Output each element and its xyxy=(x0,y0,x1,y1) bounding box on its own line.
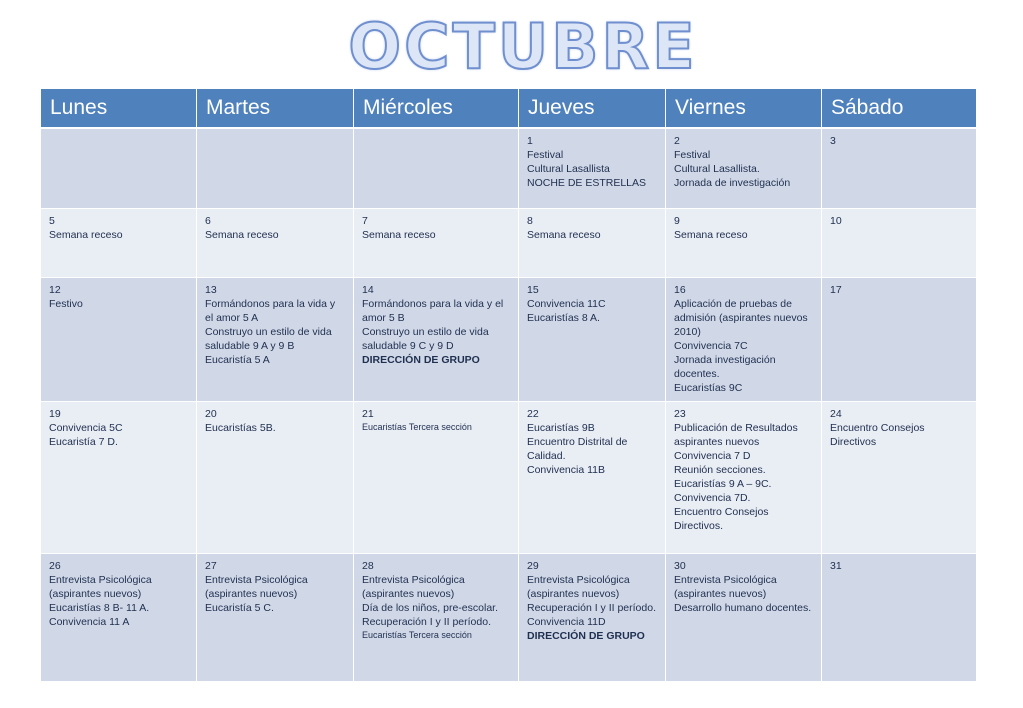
day-number: 2 xyxy=(674,135,680,147)
day-number: 20 xyxy=(205,407,217,420)
day-number: 7 xyxy=(362,214,368,227)
week-row xyxy=(41,208,977,277)
day-cell xyxy=(41,208,197,277)
event-text: Entrevista Psicológica (aspirantes nuevos) xyxy=(674,573,777,600)
day-cell xyxy=(41,128,197,208)
day-cell xyxy=(822,128,977,208)
day-number: 26 xyxy=(49,559,61,572)
day-number: 12 xyxy=(49,283,61,296)
event-text: Encuentro Consejos Directivos. xyxy=(674,505,769,532)
day-cell xyxy=(519,208,666,277)
day-cell xyxy=(354,277,519,401)
event-text: Entrevista Psicológica (aspirantes nuevos) xyxy=(362,573,465,600)
event-text: Eucaristía 5 C. xyxy=(205,601,274,614)
event-text: Reunión secciones. xyxy=(674,463,766,476)
day-cell xyxy=(822,553,977,681)
day-number: 19 xyxy=(49,407,61,420)
event-text: Festival xyxy=(674,149,711,161)
day-cell xyxy=(519,277,666,401)
event-text: Formándonos para la vida y el amor 5 A xyxy=(205,297,336,324)
event-text: Encuentro Consejos Directivos xyxy=(830,421,925,448)
day-cell xyxy=(666,208,822,277)
day-cell xyxy=(354,401,519,553)
day-number: 14 xyxy=(362,283,374,296)
day-number: 16 xyxy=(674,283,686,296)
event-text: Semana receso xyxy=(49,228,123,241)
event-text-small: Eucaristías Tercera sección xyxy=(362,421,472,432)
day-number: 24 xyxy=(830,407,842,420)
event-text: Cultural Lasallista xyxy=(527,163,610,175)
event-text: Entrevista Psicológica (aspirantes nuevos) xyxy=(49,573,152,600)
day-header-viernes: Viernes xyxy=(666,89,822,129)
day-cell xyxy=(197,128,354,208)
event-text: Desarrollo humano docentes. xyxy=(674,601,812,614)
day-cell xyxy=(666,128,822,208)
day-cell xyxy=(41,277,197,401)
day-number: 21 xyxy=(362,407,374,420)
event-text: Jornada investigación docentes. xyxy=(674,353,776,380)
day-header-miercoles: Miércoles xyxy=(354,89,519,129)
event-text: Aplicación de pruebas de admisión (aspirantes nuevos 2010) xyxy=(674,297,808,338)
day-number: 1 xyxy=(527,135,533,147)
day-number: 13 xyxy=(205,283,217,296)
day-header-sabado: Sábado xyxy=(822,89,977,129)
event-text: Entrevista Psicológica (aspirantes nuevos) xyxy=(527,573,630,600)
day-number: 27 xyxy=(205,559,217,572)
event-text: Semana receso xyxy=(527,228,601,241)
event-text: Construyo un estilo de vida saludable 9 A y 9 B xyxy=(205,325,332,352)
event-text: Convivencia 5C xyxy=(49,421,123,434)
day-header-lunes: Lunes xyxy=(41,89,197,129)
event-text: Publicación de Resultados aspirantes nuevos xyxy=(674,421,798,448)
event-text: Convivencia 11B xyxy=(527,463,606,476)
event-text: Eucaristía 7 D. xyxy=(49,435,118,448)
event-text: Eucaristía 5 A xyxy=(205,353,270,366)
event-text: Recuperación I y II período. xyxy=(362,615,491,628)
day-cell xyxy=(41,401,197,553)
event-text: Jornada de investigación xyxy=(674,177,791,189)
day-cell xyxy=(197,208,354,277)
day-number: 23 xyxy=(674,407,686,420)
day-cell xyxy=(822,208,977,277)
day-number: 29 xyxy=(527,559,539,572)
day-number: 9 xyxy=(674,214,680,227)
event-text: Convivencia 11C xyxy=(527,297,606,310)
event-text-small: Eucaristías Tercera sección xyxy=(362,629,472,640)
day-cell xyxy=(41,553,197,681)
day-number: 6 xyxy=(205,214,211,227)
day-number: 30 xyxy=(674,559,686,572)
event-text: Recuperación I y II período. xyxy=(527,601,656,614)
event-text: Eucaristías 8 B- 11 A. xyxy=(49,601,150,614)
event-text: Eucaristías 9 A – 9C. xyxy=(674,477,772,490)
calendar-table xyxy=(40,88,977,682)
day-number: 31 xyxy=(830,559,842,572)
day-cell xyxy=(666,401,822,553)
event-text: Eucaristías 9B xyxy=(527,421,595,434)
day-cell xyxy=(519,553,666,681)
week-row xyxy=(41,401,977,553)
event-text: Encuentro Distrital de Calidad. xyxy=(527,435,628,462)
event-text: Semana receso xyxy=(362,228,436,241)
event-text: Eucaristías 8 A. xyxy=(527,311,600,324)
day-number: 8 xyxy=(527,214,533,227)
day-header-martes: Martes xyxy=(197,89,354,129)
day-cell xyxy=(197,553,354,681)
day-cell xyxy=(197,277,354,401)
day-cell xyxy=(822,277,977,401)
day-cell xyxy=(519,401,666,553)
event-text: Convivencia 11D xyxy=(527,615,606,628)
day-cell xyxy=(666,277,822,401)
title-container xyxy=(0,10,1023,83)
day-header-jueves: Jueves xyxy=(519,89,666,129)
month-title: OCTUBRE xyxy=(348,10,698,83)
day-cell xyxy=(354,208,519,277)
day-cell xyxy=(197,401,354,553)
day-cell xyxy=(354,128,519,208)
event-text-bold: DIRECCIÓN DE GRUPO xyxy=(527,629,645,642)
week-row xyxy=(41,277,977,401)
calendar-body xyxy=(41,128,977,681)
day-number: 22 xyxy=(527,407,539,420)
day-number: 5 xyxy=(49,214,55,227)
event-text: Convivencia 7C xyxy=(674,339,748,352)
event-text: Formándonos para la vida y el amor 5 B xyxy=(362,297,504,324)
event-text: Convivencia 11 A xyxy=(49,615,130,628)
event-text: Día de los niños, pre-escolar. xyxy=(362,601,498,614)
day-number: 15 xyxy=(527,283,539,296)
event-text: NOCHE DE ESTRELLAS xyxy=(527,177,647,189)
event-text: Construyo un estilo de vida saludable 9 C y 9 D xyxy=(362,325,489,352)
day-number: 10 xyxy=(830,214,842,227)
day-cell xyxy=(354,553,519,681)
week-row xyxy=(41,553,977,681)
event-text: Eucaristías 9C xyxy=(674,381,743,394)
header-row xyxy=(41,89,977,129)
day-cell xyxy=(519,128,666,208)
event-text: Festivo xyxy=(49,297,83,310)
event-text: Eucaristías 5B. xyxy=(205,421,276,434)
day-number: 17 xyxy=(830,283,842,296)
event-text: Semana receso xyxy=(674,228,748,241)
week-row xyxy=(41,128,977,208)
event-text: Entrevista Psicológica (aspirantes nuevos) xyxy=(205,573,308,600)
event-text: Semana receso xyxy=(205,228,279,241)
event-text: Convivencia 7 D xyxy=(674,449,751,462)
event-text: Cultural Lasallista. xyxy=(674,163,760,175)
event-text-bold: DIRECCIÓN DE GRUPO xyxy=(362,353,480,366)
event-text: Festival xyxy=(527,149,564,161)
event-text: Convivencia 7D. xyxy=(674,491,751,504)
day-number: 28 xyxy=(362,559,374,572)
day-cell xyxy=(666,553,822,681)
day-number: 3 xyxy=(830,135,836,147)
day-cell xyxy=(822,401,977,553)
